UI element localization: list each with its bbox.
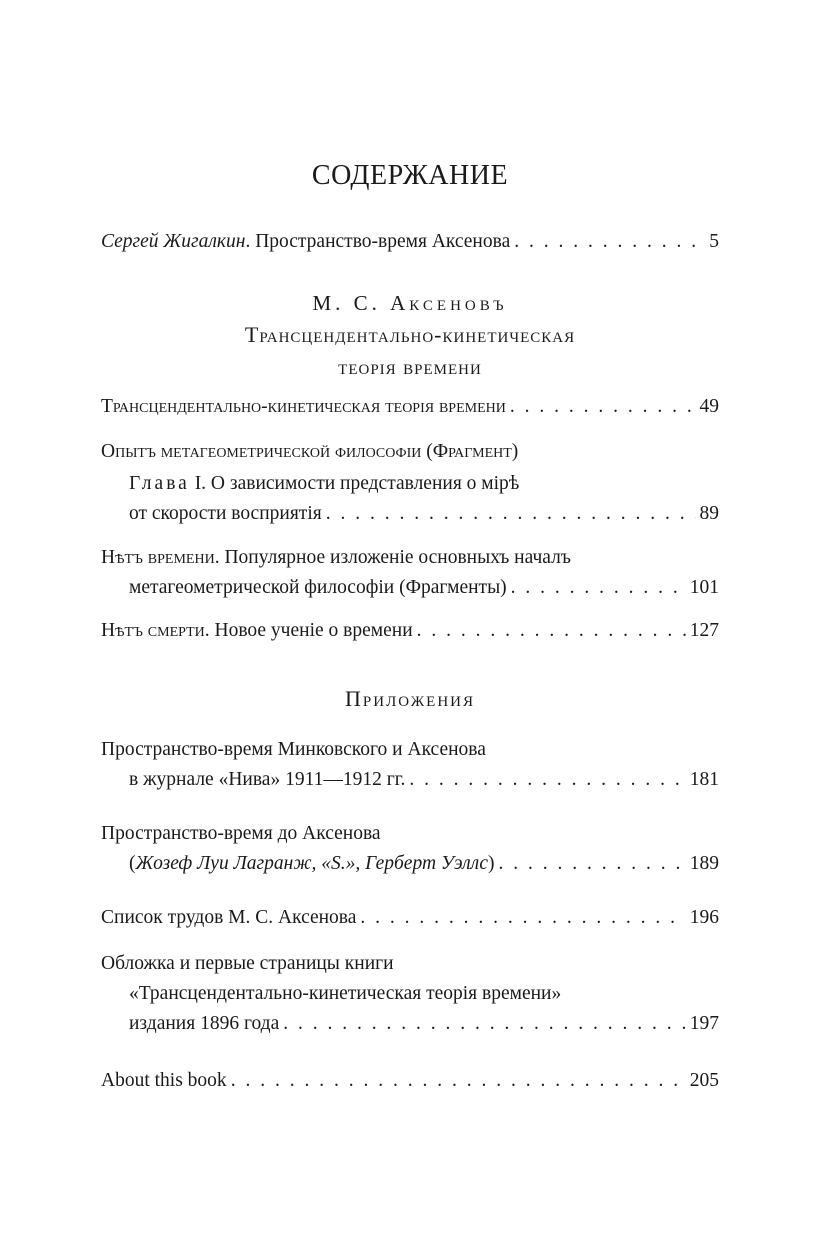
page-number: 89 [699,503,719,524]
leader-dots [326,499,696,529]
page-number: 101 [689,577,719,598]
toc-entry[interactable] [101,392,719,422]
toc-entry[interactable] [101,616,719,646]
entry-title-cont: в журнале «Нива» 1911—1912 гг. [129,769,406,790]
entry-title-cont: «Трансцендентально-кинетическая теорія времени» [129,983,562,1004]
leader-dots [360,903,685,933]
page-title: СОДЕРЖАНИЕ [311,160,509,191]
entry-title: Опытъ метагеометрической философіи (Фрагмент) [101,441,519,462]
entry-subtitle: . Популярное изложеніе основныхъ началъ [214,547,571,568]
page-number: 196 [689,907,719,928]
toc-entry-intro[interactable] [101,227,719,257]
toc-entry-group [101,437,719,467]
author-section-heading [101,287,719,383]
entry-title: Пространство-время до Аксенова [101,823,381,844]
entry-title: Трансцендентально-кинетическая теорія времени [101,396,506,417]
toc-entry-appendix[interactable] [101,735,719,795]
entry-title: Список трудов М. С. Аксенова [101,907,357,928]
entry-title: About this book [101,1070,227,1091]
entry-author: Сергей Жигалкин [101,231,246,252]
leader-dots [231,1066,686,1096]
paren-close: ) [488,853,495,874]
author-name: М. С. Аксеновъ [312,291,508,315]
book-title-line1: Трансцендентально-кинетическая [244,322,576,347]
toc-entry-chapter[interactable] [101,469,719,529]
entry-title: . Пространство-время Аксенова [245,231,511,252]
leader-dots [510,392,696,422]
leader-dots [417,616,686,646]
entry-title-cont: от скорости восприятія [129,503,322,524]
page-number: 49 [699,396,719,417]
leader-dots [514,227,705,257]
entry-title: Обложка и первые страницы книги [101,953,394,974]
book-title-line2: теорія времени [338,354,482,379]
leader-dots [499,849,686,879]
entry-title: I. О зависимости представления о мірѣ [189,473,520,494]
entry-title: Нѣтъ смерти [101,620,205,641]
page-number: 181 [689,769,719,790]
appendix-heading: Приложения [345,686,475,711]
entry-title-cont: издания 1896 года [129,1013,280,1034]
toc-entry[interactable] [101,543,719,603]
paren-open: ( [129,853,136,874]
toc-entry-appendix[interactable] [101,903,719,933]
leader-dots [511,573,686,603]
page-number: 189 [689,853,719,874]
page-number: 205 [689,1070,719,1091]
entry-names: Жозеф Луи Лагранж, «S.», Герберт Уэллс [135,853,489,874]
page-number: 5 [709,231,719,252]
entry-title: Нѣтъ времени [101,547,215,568]
chapter-label: Глава [129,473,190,494]
page-number: 197 [689,1013,719,1034]
page-number: 127 [689,620,719,641]
toc-entry-appendix[interactable] [101,949,719,1039]
toc-entry-appendix[interactable] [101,819,719,879]
entry-title-cont: метагеометрической философіи (Фрагменты) [129,577,507,598]
entry-title: Пространство-время Минковского и Аксенова [101,739,486,760]
leader-dots [283,1009,686,1039]
toc-entry-appendix[interactable] [101,1066,719,1096]
leader-dots [409,765,685,795]
contents-page [101,0,719,1241]
entry-subtitle: . Новое ученіе о времени [204,620,413,641]
